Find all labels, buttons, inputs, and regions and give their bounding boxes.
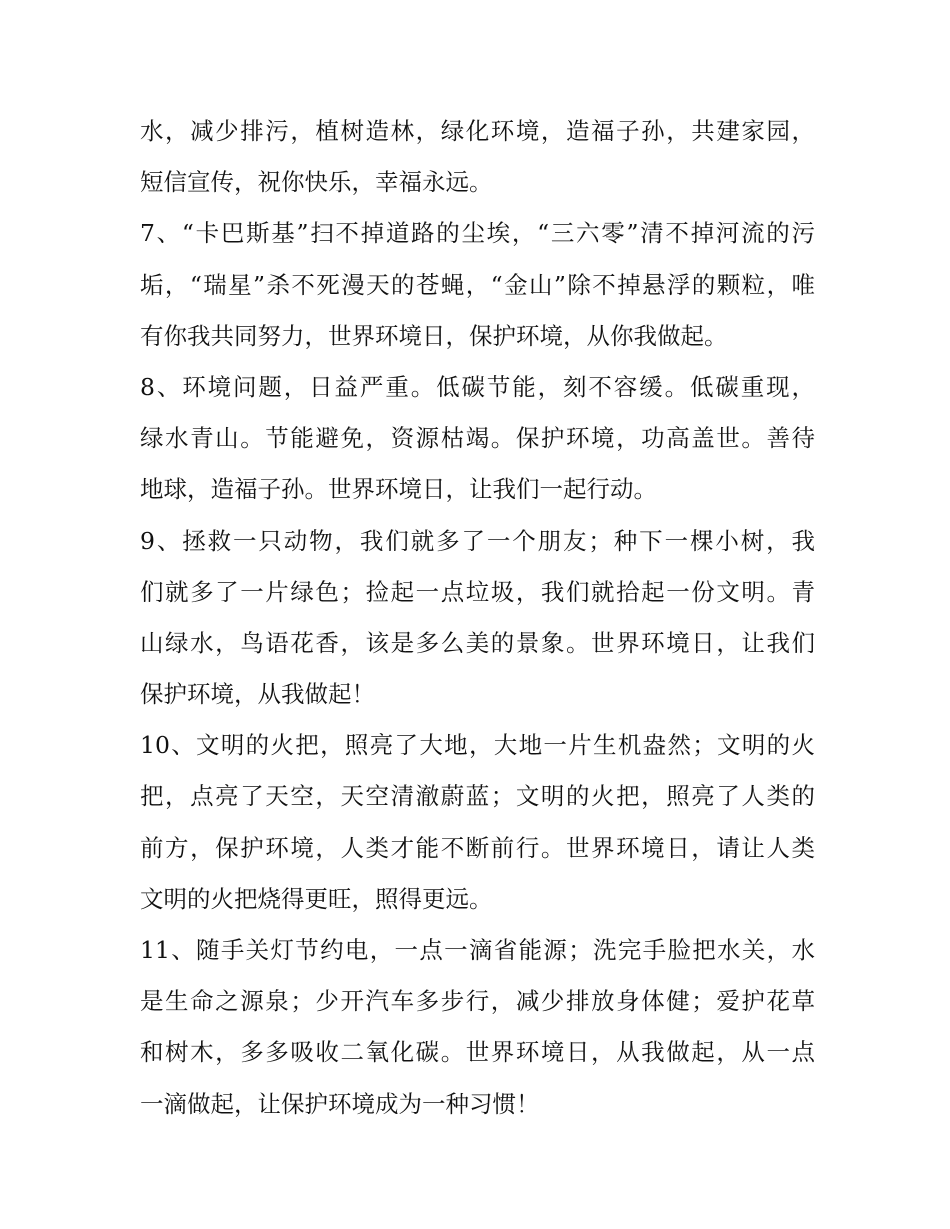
text-line: 是生命之源泉；少开汽车多步行，减少排放身体健；爱护花草 (140, 987, 815, 1016)
text-line: 一滴做起，让保护环境成为一种习惯！ (140, 1089, 540, 1118)
text-line: 9、拯救一只动物，我们就多了一个朋友；种下一棵小树，我 (140, 526, 815, 555)
text-line: 地球，造福子孙。世界环境日，让我们一起行动。 (140, 475, 657, 504)
text-line: 有你我共同努力，世界环境日，保护环境，从你我做起。 (140, 321, 728, 350)
text-line: 保护环境，从我做起！ (140, 680, 375, 709)
text-line: 前方，保护环境，人类才能不断前行。世界环境日，请让人类 (140, 833, 815, 862)
text-line: 水，减少排污，植树造林，绿化环境，造福子孙，共建家园， (140, 117, 815, 145)
text-line: 把，点亮了天空，天空清澈蔚蓝；文明的火把，照亮了人类的 (140, 782, 815, 811)
text-line: 8、环境问题，日益严重。低碳节能，刻不容缓。低碳重现， (140, 372, 815, 401)
text-line: 10、文明的火把，照亮了大地，大地一片生机盎然；文明的火 (140, 731, 815, 760)
text-line: 文明的火把烧得更旺，照得更远。 (140, 884, 493, 913)
text-line: 绿水青山。节能避免，资源枯竭。保护环境，功高盖世。善待 (140, 424, 815, 453)
text-line: 短信宣传，祝你快乐，幸福永远。 (140, 168, 493, 197)
text-line: 11、随手关灯节约电，一点一滴省能源；洗完手脸把水关，水 (140, 936, 815, 964)
text-line: 垢，“瑞星”杀不死漫天的苍蝇，“金山”除不掉悬浮的颗粒，唯 (140, 270, 815, 299)
text-line: 7、“卡巴斯基”扫不掉道路的尘埃，“三六零”清不掉河流的污 (140, 219, 815, 248)
text-line: 山绿水，鸟语花香，该是多么美的景象。世界环境日，让我们 (140, 628, 815, 657)
document-body (140, 106, 815, 1130)
text-line: 和树木，多多吸收二氧化碳。世界环境日，从我做起，从一点 (140, 1038, 815, 1067)
text-line: 们就多了一片绿色；捡起一点垃圾，我们就拾起一份文明。青 (140, 577, 815, 606)
